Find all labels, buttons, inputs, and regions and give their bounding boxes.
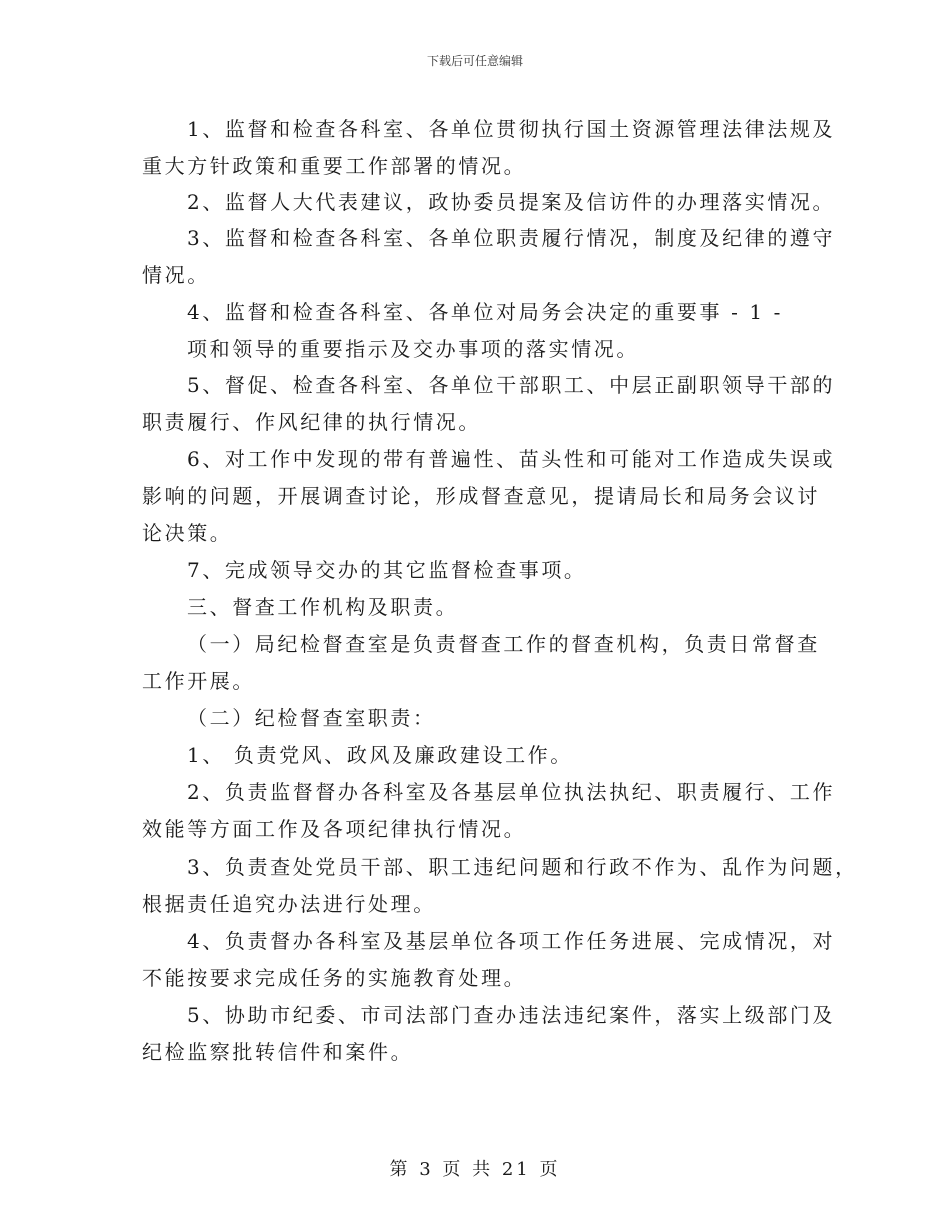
paragraph-line: 效能等方面工作及各项纪律执行情况。: [142, 817, 527, 841]
section-heading: 三、督查工作机构及职责。: [187, 595, 459, 619]
paragraph-line: 工作开展。: [142, 669, 255, 693]
paragraph-line: 情况。: [142, 263, 210, 287]
paragraph-line: 2、监督人大代表建议，政协委员提案及信访件的办理落实情况。: [187, 190, 836, 214]
paragraph-line: 项和领导的重要指示及交办事项的落实情况。: [187, 337, 639, 361]
paragraph-line: 重大方针政策和重要工作部署的情况。: [142, 154, 527, 178]
paragraph-line: 3、监督和检查各科室、各单位职责履行情况，制度及纪律的遵守: [187, 226, 836, 250]
paragraph-line: 1、监督和检查各科室、各单位贯彻执行国土资源管理法律法规及: [187, 117, 836, 141]
paragraph-line: 4、监督和检查各科室、各单位对局务会决定的重要事 - 1 -: [187, 300, 784, 324]
paragraph-line: （二）纪检督查室职责：: [187, 706, 436, 730]
paragraph-line: 职责履行、作风纪律的执行情况。: [142, 410, 481, 434]
page-footer: 第 3 页 共 21 页: [389, 1159, 561, 1180]
paragraph-line: 不能按要求完成任务的实施教育处理。: [142, 966, 527, 990]
page-header: 下载后可任意编辑: [426, 54, 523, 68]
paragraph-line: （一）局纪检督查室是负责督查工作的督查机构，负责日常督查: [187, 632, 820, 656]
paragraph-line: 5、督促、检查各科室、各单位干部职工、中层正副职领导干部的: [187, 373, 836, 397]
paragraph-line: 3、负责查处党员干部、职工违纪问题和行政不作为、乱作为问题，: [187, 855, 858, 879]
paragraph-line: 2、负责监督督办各科室及各基层单位执法执纪、职责履行、工作: [187, 780, 836, 804]
paragraph-line: 7、完成领导交办的其它监督检查事项。: [187, 558, 587, 582]
paragraph-line: 纪检监察批转信件和案件。: [142, 1040, 414, 1064]
paragraph-line: 影响的问题，开展调查讨论，形成督查意见，提请局长和局务会议讨: [142, 484, 820, 508]
paragraph-line: 5、协助市纪委、市司法部门查办违法违纪案件，落实上级部门及: [187, 1003, 836, 1027]
paragraph-line: 论决策。: [142, 521, 233, 545]
paragraph-line: 6、对工作中发现的带有普遍性、苗头性和可能对工作造成失误或: [187, 447, 836, 471]
paragraph-line: 1、 负责党风、政风及廉政建设工作。: [187, 743, 573, 767]
paragraph-line: 根据责任追究办法进行处理。: [142, 892, 436, 916]
paragraph-line: 4、负责督办各科室及基层单位各项工作任务进展、完成情况，对: [187, 929, 836, 953]
